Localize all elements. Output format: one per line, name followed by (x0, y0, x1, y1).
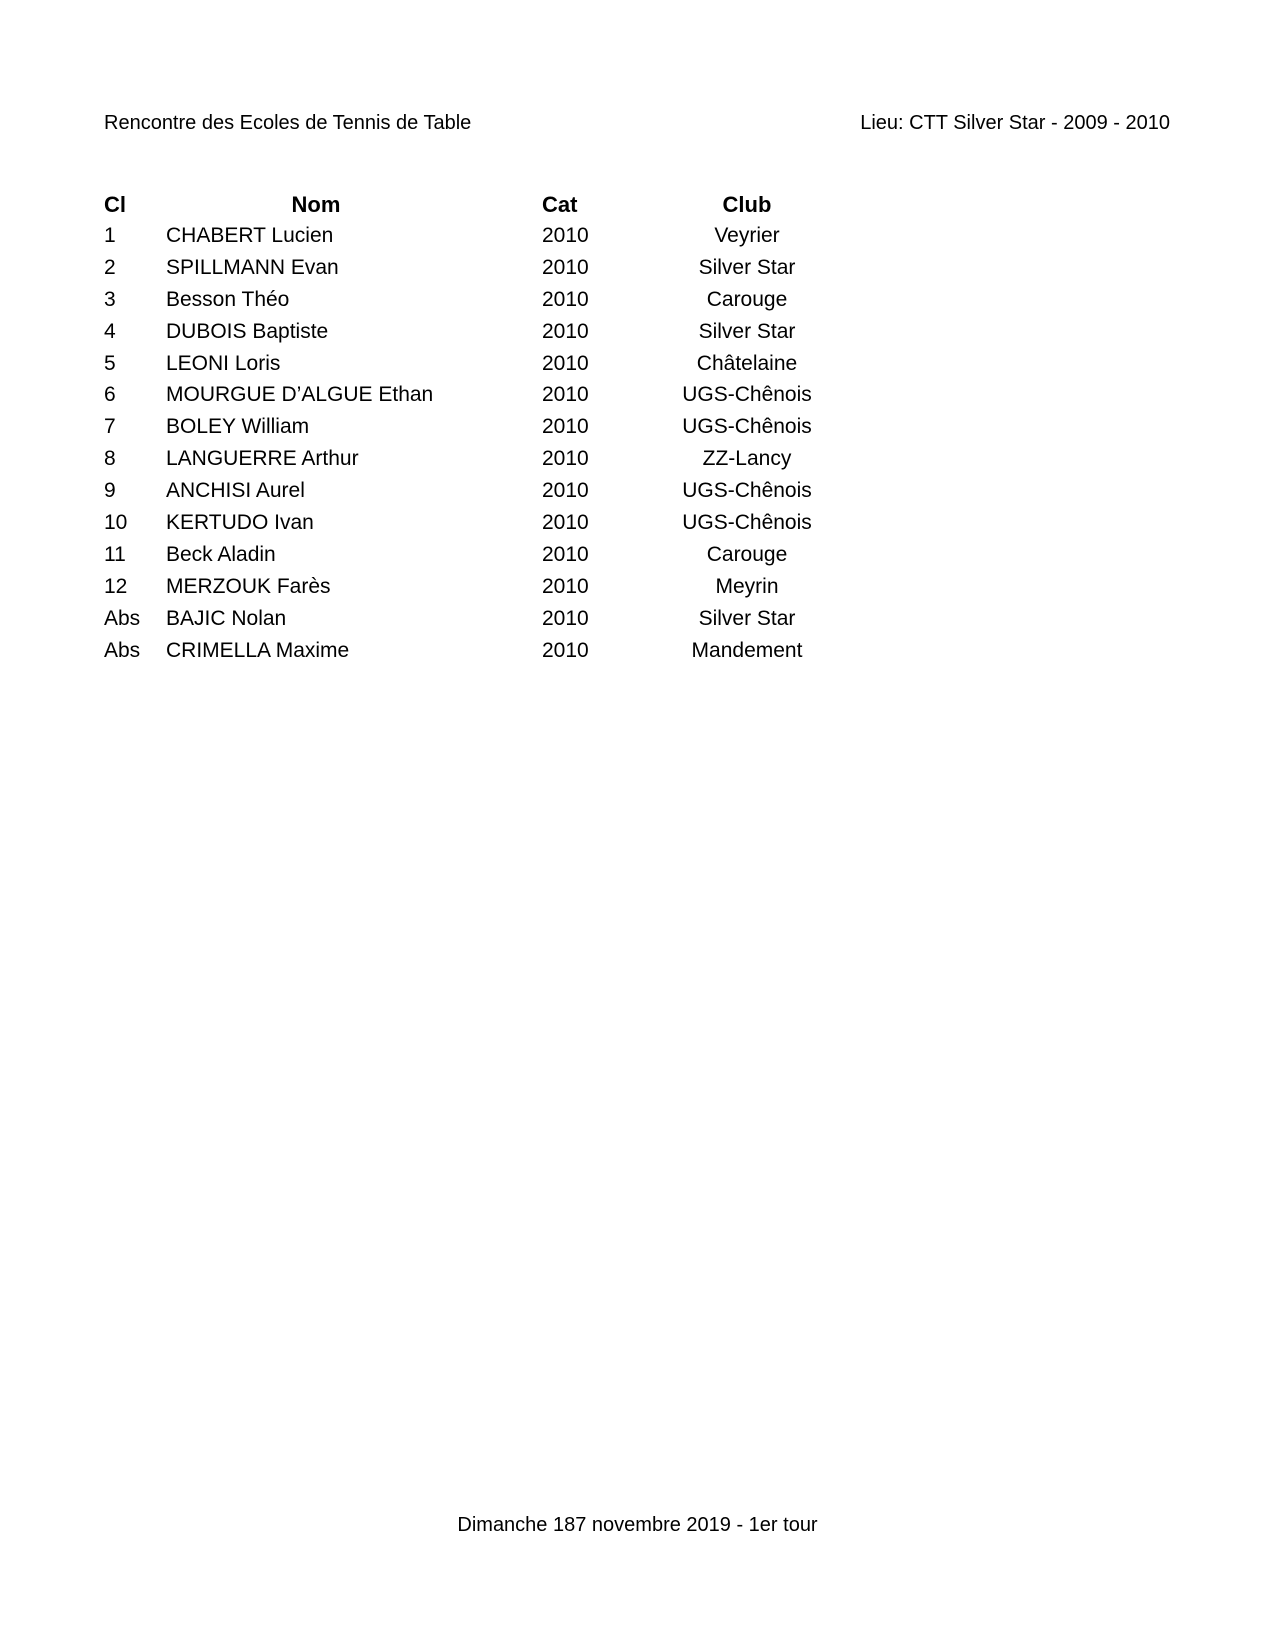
table-row (104, 603, 842, 635)
table-row (104, 379, 842, 411)
table-header-row (104, 190, 842, 220)
club-cell: ZZ-Lancy (702, 447, 792, 471)
category-cell: 2010 (542, 383, 589, 407)
category-cell: 2010 (542, 447, 589, 471)
club-cell: Carouge (706, 542, 788, 566)
name-cell: MOURGUE D’ALGUE Ethan (166, 383, 434, 407)
club-cell: Silver Star (698, 319, 796, 343)
club-cell: UGS-Chênois (682, 383, 812, 407)
rank-cell: 8 (104, 447, 116, 471)
table-row (104, 220, 842, 252)
club-cell: UGS-Chênois (682, 479, 812, 503)
rank-cell: 9 (104, 479, 116, 503)
rank-cell: 10 (104, 510, 128, 534)
rank-cell: Abs (104, 638, 141, 662)
document-title: Rencontre des Ecoles de Tennis de Table (104, 112, 472, 134)
table-row (104, 316, 842, 348)
club-cell: Mandement (691, 638, 803, 662)
rank-cell: 6 (104, 383, 116, 407)
rank-cell: 4 (104, 319, 116, 343)
name-cell: CHABERT Lucien (166, 223, 334, 247)
table-row (104, 411, 842, 443)
name-cell: BOLEY William (166, 415, 310, 439)
table-row (104, 571, 842, 603)
table-row (104, 475, 842, 507)
category-cell: 2010 (542, 319, 589, 343)
name-cell: CRIMELLA Maxime (166, 638, 350, 662)
name-cell: SPILLMANN Evan (166, 255, 339, 279)
rank-cell: 11 (104, 542, 126, 566)
category-cell: 2010 (542, 351, 589, 375)
venue-info: Lieu: CTT Silver Star - 2009 - 2010 (860, 112, 1170, 134)
name-cell: BAJIC Nolan (166, 606, 287, 630)
column-header-name: Nom (291, 192, 341, 217)
rank-cell: 1 (104, 223, 116, 247)
table-row (104, 348, 842, 380)
category-cell: 2010 (542, 638, 589, 662)
rank-cell: 7 (104, 415, 116, 439)
club-cell: UGS-Chênois (682, 510, 812, 534)
name-cell: DUBOIS Baptiste (166, 319, 329, 343)
name-cell: KERTUDO Ivan (166, 510, 314, 534)
rank-cell: 5 (104, 351, 116, 375)
category-cell: 2010 (542, 542, 589, 566)
table-row (104, 252, 842, 284)
category-cell: 2010 (542, 574, 589, 598)
table-row (104, 635, 842, 667)
page-footer: Dimanche 187 novembre 2019 - 1er tour (457, 1514, 818, 1536)
category-cell: 2010 (542, 606, 589, 630)
column-header-rank: Cl (104, 192, 126, 217)
table-row (104, 284, 842, 316)
name-cell: MERZOUK Farès (166, 574, 331, 598)
name-cell: LEONI Loris (166, 351, 281, 375)
table-row (104, 507, 842, 539)
club-cell: Meyrin (715, 574, 779, 598)
club-cell: Carouge (706, 287, 788, 311)
column-header-club: Club (722, 192, 772, 217)
category-cell: 2010 (542, 510, 589, 534)
name-cell: LANGUERRE Arthur (166, 447, 359, 471)
results-table (104, 190, 842, 666)
name-cell: Besson Théo (166, 287, 290, 311)
table-row (104, 539, 842, 571)
column-header-category: Cat (542, 192, 578, 217)
rank-cell: 3 (104, 287, 116, 311)
category-cell: 2010 (542, 223, 589, 247)
club-cell: Veyrier (714, 223, 780, 247)
rank-cell: 12 (104, 574, 128, 598)
category-cell: 2010 (542, 479, 589, 503)
club-cell: Châtelaine (696, 351, 798, 375)
rank-cell: 2 (104, 255, 116, 279)
club-cell: Silver Star (698, 606, 796, 630)
rank-cell: Abs (104, 606, 141, 630)
club-cell: Silver Star (698, 255, 796, 279)
name-cell: ANCHISI Aurel (166, 479, 305, 503)
category-cell: 2010 (542, 287, 589, 311)
category-cell: 2010 (542, 255, 589, 279)
club-cell: UGS-Chênois (682, 415, 812, 439)
category-cell: 2010 (542, 415, 589, 439)
table-row (104, 443, 842, 475)
name-cell: Beck Aladin (166, 542, 276, 566)
